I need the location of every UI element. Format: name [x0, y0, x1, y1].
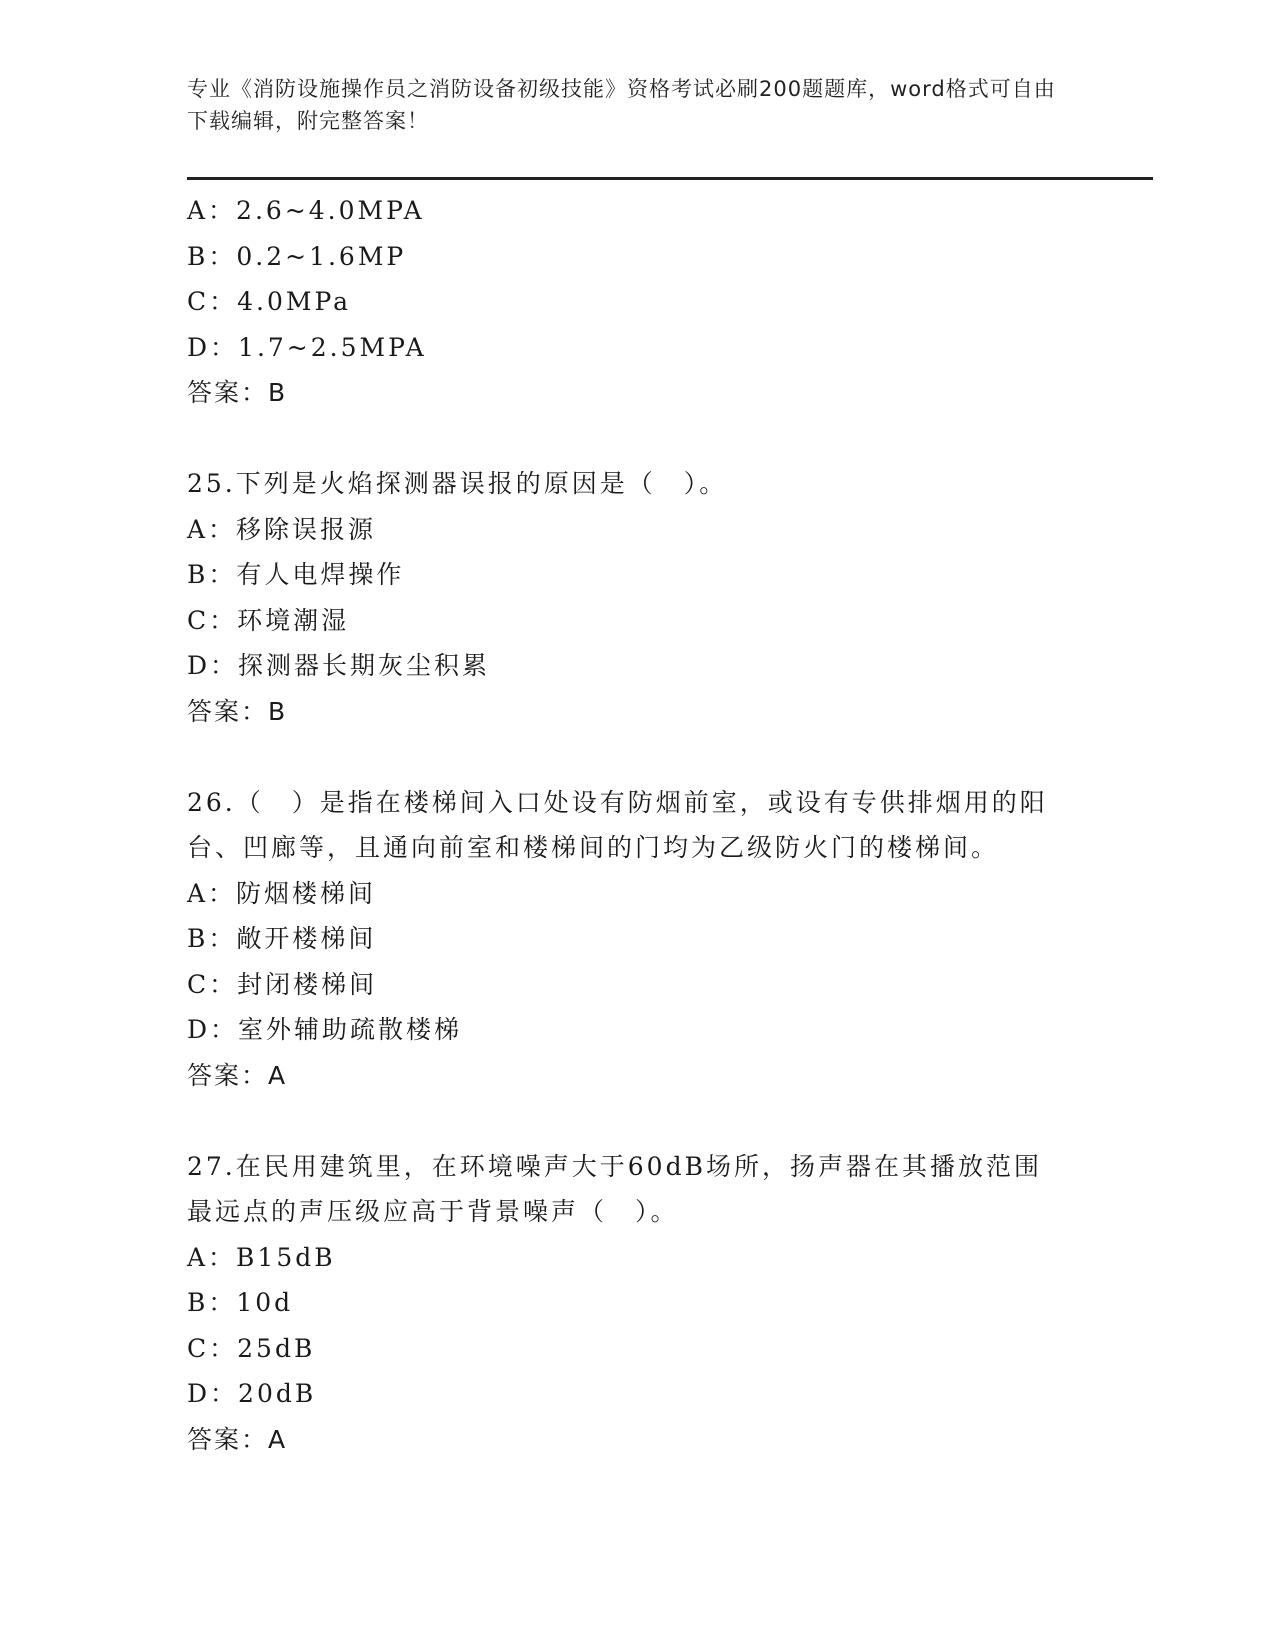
header-divider	[187, 177, 1153, 180]
question-block	[187, 780, 1087, 1099]
option-c: C：4.0MPa	[187, 287, 352, 316]
answer-line: 答案：A	[187, 1424, 288, 1454]
question-block	[187, 188, 1087, 416]
option-d: D：探测器长期灰尘积累	[187, 651, 491, 680]
option-a: A：2.6~4.0MPA	[187, 196, 425, 225]
option-a: A：移除误报源	[187, 514, 377, 544]
question-block	[187, 461, 1087, 734]
answer-line: 答案：A	[187, 1060, 288, 1090]
question-list	[187, 188, 1087, 1462]
question-block	[187, 1144, 1087, 1463]
question-text: 25.下列是火焰探测器误报的原因是（ ）。	[187, 469, 728, 498]
question-text: 26.（ ）是指在楼梯间入口处设有防烟前室，或设有专供排烟用的阳	[187, 787, 1048, 817]
option-b: B：有人电焊操作	[187, 560, 405, 589]
question-text: 27.在民用建筑里，在环境噪声大于60dB场所，扬声器在其播放范围	[187, 1151, 1042, 1181]
option-d: D：20dB	[187, 1379, 317, 1408]
option-c: C：封闭楼梯间	[187, 969, 378, 999]
answer-line: 答案：B	[187, 696, 288, 726]
page-header: 专业《消防设施操作员之消防设备初级技能》资格考试必刷200题题库，word格式可自由下载编辑，附完整答案！	[187, 77, 1056, 133]
option-a: A：防烟楼梯间	[187, 878, 377, 908]
option-b: B：0.2~1.6MP	[187, 241, 407, 271]
option-d: D：室外辅助疏散楼梯	[187, 1015, 463, 1044]
answer-line: 答案：B	[187, 378, 288, 407]
option-b: B：敞开楼梯间	[187, 924, 377, 953]
question-text: 最远点的声压级应高于背景噪声（ ）。	[187, 1197, 679, 1226]
question-text: 台、凹廊等，且通向前室和楼梯间的门均为乙级防火门的楼梯间。	[187, 833, 1000, 862]
option-d: D：1.7~2.5MPA	[187, 332, 427, 362]
option-c: C：环境潮湿	[187, 605, 350, 635]
option-c: C：25dB	[187, 1333, 316, 1363]
option-b: B：10d	[187, 1288, 294, 1317]
option-a: A：B15dB	[187, 1242, 336, 1272]
